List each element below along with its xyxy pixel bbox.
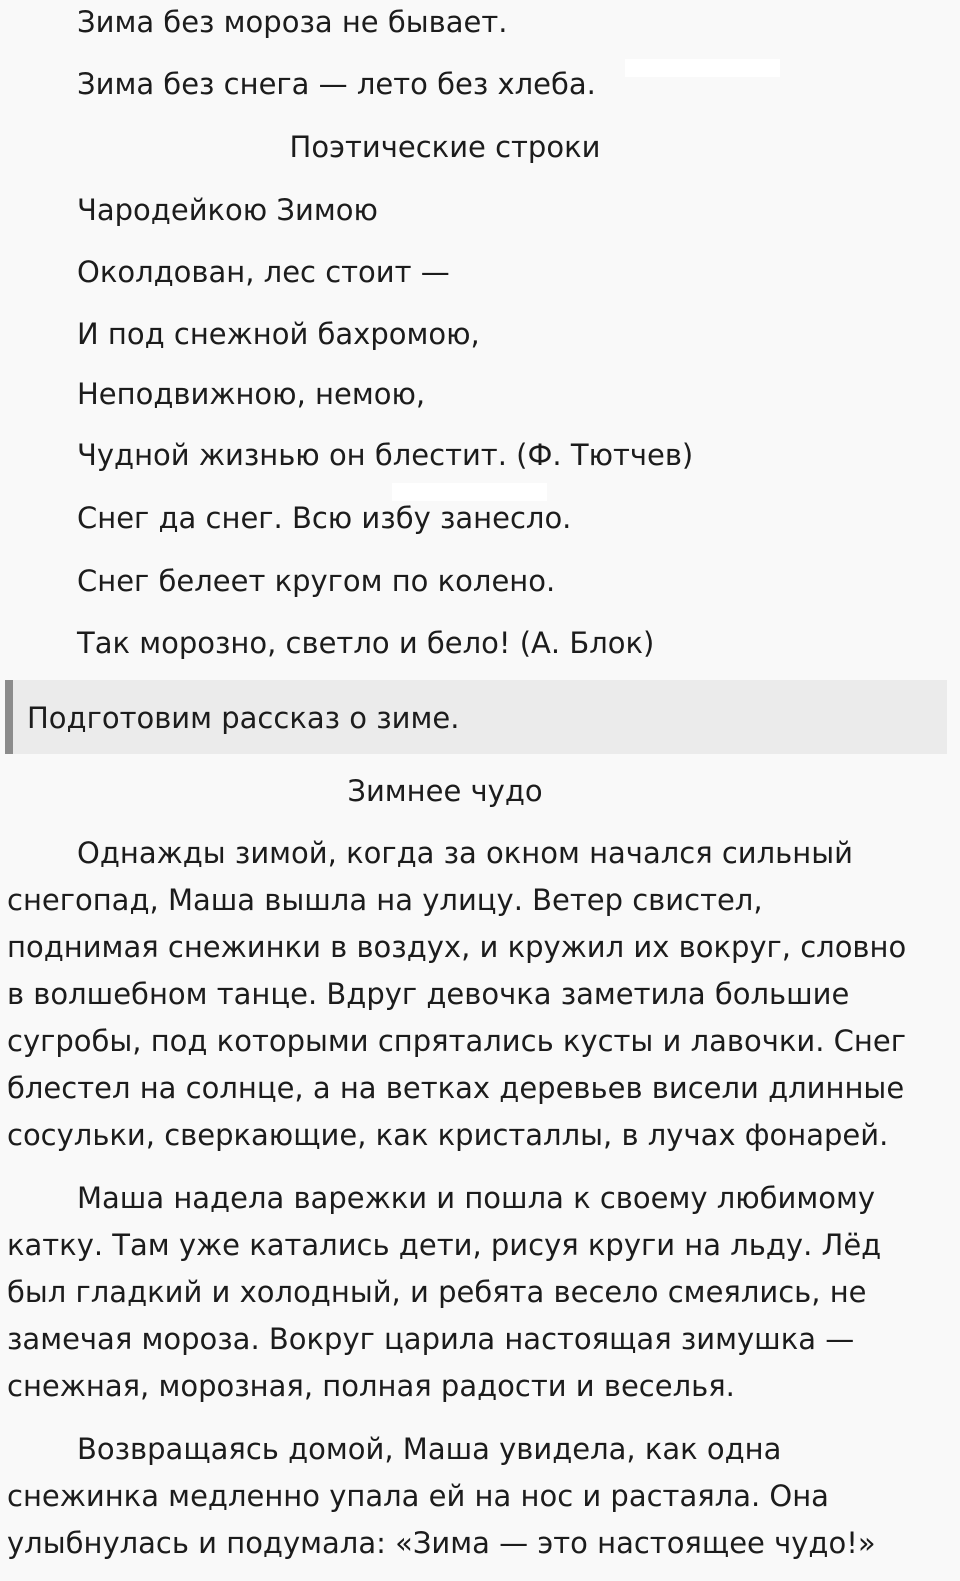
- paragraph-line: Возвращаясь домой, Маша увидела, как одна: [77, 1432, 782, 1466]
- poem-line: Неподвижною, немою,: [77, 377, 426, 411]
- paragraph-line: Однажды зимой, когда за окном начался сильный: [77, 836, 853, 870]
- proverb-line: Зима без снега — лето без хлеба.: [77, 67, 596, 101]
- story-paragraph: [7, 830, 907, 1159]
- story-paragraph: [7, 1426, 887, 1567]
- paragraph-line: снежинка медленно упала ей на нос и растаяла. Она: [7, 1479, 829, 1513]
- poem-line: Снег белеет кругом по колено.: [77, 564, 556, 598]
- task-text: Подготовим рассказ о зиме.: [27, 701, 460, 735]
- poem-line: Чудной жизнью он блестит. (Ф. Тютчев): [77, 438, 694, 472]
- white-patch: [392, 483, 547, 501]
- poem-line: Околдован, лес стоит —: [77, 255, 450, 289]
- paragraph-line: снежная, морозная, полная радости и веселья.: [7, 1369, 735, 1403]
- proverb-line: Зима без мороза не бывает.: [77, 5, 508, 39]
- paragraph-line: снегопад, Маша вышла на улицу. Ветер свистел,: [7, 883, 763, 917]
- paragraph-line: замечая мороза. Вокруг царила настоящая зимушка —: [7, 1322, 855, 1356]
- paragraph-line: катку. Там уже катались дети, рисуя круги на льду. Лёд: [7, 1228, 882, 1262]
- poem-line: Так морозно, светло и бело! (А. Блок): [77, 626, 655, 660]
- paragraph-line: в волшебном танце. Вдруг девочка заметила большие: [7, 977, 850, 1011]
- poem-line: Снег да снег. Всю избу занесло.: [77, 501, 572, 535]
- task-callout: [5, 680, 947, 754]
- paragraph-line: блестел на солнце, а на ветках деревьев висели длинные: [7, 1071, 905, 1105]
- paragraph-line: поднимая снежинки в воздух, и кружил их вокруг, словно: [7, 930, 907, 964]
- poem-line: И под снежной бахромою,: [77, 317, 480, 351]
- white-patch: [625, 59, 780, 77]
- story-title: Зимнее чудо: [347, 774, 543, 808]
- poem-line: Чародейкою Зимою: [77, 193, 378, 227]
- paragraph-line: улыбнулась и подумала: «Зима — это настоящее чудо!»: [7, 1526, 876, 1560]
- paragraph-line: Маша надела варежки и пошла к своему любимому: [77, 1181, 876, 1215]
- paragraph-line: был гладкий и холодный, и ребята весело смеялись, не: [7, 1275, 867, 1309]
- poetry-heading: Поэтические строки: [289, 130, 601, 164]
- paragraph-line: сосульки, сверкающие, как кристаллы, в лучах фонарей.: [7, 1118, 889, 1152]
- paragraph-line: сугробы, под которыми спрятались кусты и лавочки. Снег: [7, 1024, 906, 1058]
- story-paragraph: [7, 1175, 887, 1410]
